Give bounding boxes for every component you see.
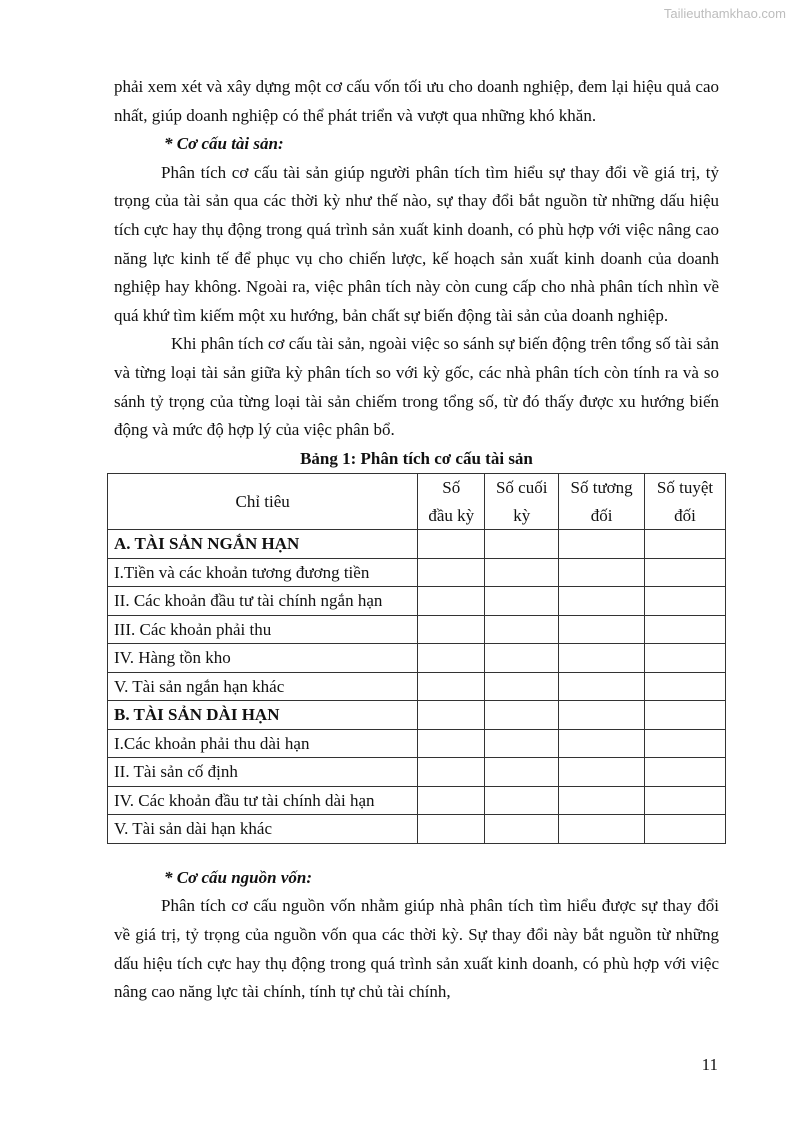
cell-closing [485,530,559,559]
table-title: Bảng 1: Phân tích cơ cấu tài sản [300,448,533,468]
row-label: II. Tài sản cố định [108,758,418,787]
row-label: I.Các khoản phải thu dài hạn [108,729,418,758]
cell-absolute [645,672,726,701]
header-opening [418,474,485,530]
cell-relative [559,672,645,701]
cell-absolute [645,729,726,758]
cell-opening [418,672,485,701]
cell-absolute [645,786,726,815]
table-row [108,815,726,844]
header-opening-line2: đầu kỳ [428,505,475,525]
cell-opening [418,615,485,644]
cell-closing [485,558,559,587]
cell-opening [418,530,485,559]
cell-opening [418,729,485,758]
header-absolute-line2: đối [674,505,696,525]
row-label: B. TÀI SẢN DÀI HẠN [108,701,418,730]
cell-absolute [645,530,726,559]
cell-closing [485,587,559,616]
row-label: V. Tài sản ngắn hạn khác [108,672,418,701]
cell-closing [485,615,559,644]
cell-opening [418,815,485,844]
cell-absolute [645,587,726,616]
header-relative-line2: đối [590,505,613,525]
cell-relative [559,558,645,587]
row-label: II. Các khoản đầu tư tài chính ngắn hạn [108,587,418,616]
header-closing-line1: Số cuối [495,478,548,498]
cell-closing [485,701,559,730]
cell-relative [559,615,645,644]
header-label: Chỉ tiêu [108,474,418,530]
cell-relative [559,530,645,559]
cell-absolute [645,758,726,787]
document-body [114,73,719,1007]
cell-absolute [645,701,726,730]
cell-relative [559,587,645,616]
table-row [108,758,726,787]
header-closing-line2: kỳ [513,505,531,525]
table-row [108,729,726,758]
row-label: A. TÀI SẢN NGẮN HẠN [108,530,418,559]
cell-absolute [645,815,726,844]
cell-opening [418,558,485,587]
cell-closing [485,815,559,844]
header-relative-line1: Số tương [570,478,633,498]
header-absolute [645,474,726,530]
table-row [108,644,726,673]
row-label: IV. Các khoản đầu tư tài chính dài hạn [108,786,418,815]
cell-absolute [645,644,726,673]
header-closing [485,474,559,530]
cell-absolute [645,615,726,644]
cell-relative [559,701,645,730]
header-opening-line1: Số [442,478,461,498]
cell-opening [418,786,485,815]
table-row [108,701,726,730]
table-row [108,786,726,815]
table-row [108,558,726,587]
asset-paragraph-1: Phân tích cơ cấu tài sản giúp người phân tích tìm hiểu sự thay đổi về giá trị, tỷ trọng của tài sản qua các thời kỳ như thế nào, sự thay đổi bắt nguồn từ những dấu hiệu tích cực hay thụ động trong quá trình sản xuất kinh doanh, có phù hợp với việc nâng cao năng lực kinh tế để phục vụ cho chiến lược, kế hoạch sản xuất kinh doanh của doanh nghiệp hay không. Ngoài ra, việc phân tích này còn cung cấp cho nhà phân tích nhìn về quá khứ tìm kiếm một xu hướng, bản chất sự biến động tài sản của doanh nghiệp. [114,162,719,325]
capital-paragraph-1: Phân tích cơ cấu nguồn vốn nhằm giúp nhà phân tích tìm hiểu được sự thay đổi về giá trị, tỷ trọng của nguồn vốn qua các thời kỳ. Sự thay đổi này bắt nguồn từ những dấu hiệu tích cực hay thụ động trong quá trình sản xuất kinh doanh, có phù hợp với việc nâng cao năng lực tài chính, tính tự chủ tài chính, [114,896,719,1002]
row-label: III. Các khoản phải thu [108,615,418,644]
asset-structure-table [107,473,726,844]
cell-closing [485,786,559,815]
header-absolute-line1: Số tuyệt [656,478,714,498]
intro-paragraph: phải xem xét và xây dựng một cơ cấu vốn tối ưu cho doanh nghiệp, đem lại hiệu quả cao nhất, giúp doanh nghiệp có thể phát triển và vượt qua những khó khăn. [114,77,719,125]
table-row [108,672,726,701]
row-label: V. Tài sản dài hạn khác [108,815,418,844]
spacer [114,844,719,864]
cell-opening [418,758,485,787]
asset-paragraph-2: Khi phân tích cơ cấu tài sản, ngoài việc so sánh sự biến động trên tổng số tài sản và từng loại tài sản giữa kỳ phân tích so với kỳ gốc, các nhà phân tích còn tính ra và so sánh tỷ trọng của từng loại tài sản chiếm trong tổng số, từ đó thấy được xu hướng biến động và mức độ hợp lý của việc phân bổ. [114,334,719,440]
cell-opening [418,587,485,616]
cell-opening [418,701,485,730]
table-row [108,615,726,644]
row-label: IV. Hàng tồn kho [108,644,418,673]
cell-opening [418,644,485,673]
cell-closing [485,758,559,787]
cell-closing [485,644,559,673]
watermark: Tailieuthamkhao.com [663,6,786,21]
table-row [108,530,726,559]
table-row [108,587,726,616]
cell-relative [559,644,645,673]
page-number: 11 [701,1055,718,1074]
asset-structure-heading: * Cơ cấu tài sản: [164,134,284,154]
header-relative [559,474,645,530]
cell-absolute [645,558,726,587]
cell-relative [559,758,645,787]
cell-closing [485,672,559,701]
cell-relative [559,729,645,758]
cell-relative [559,786,645,815]
capital-structure-heading: * Cơ cấu nguồn vốn: [164,867,312,887]
row-label: I.Tiền và các khoản tương đương tiền [108,558,418,587]
cell-closing [485,729,559,758]
cell-relative [559,815,645,844]
